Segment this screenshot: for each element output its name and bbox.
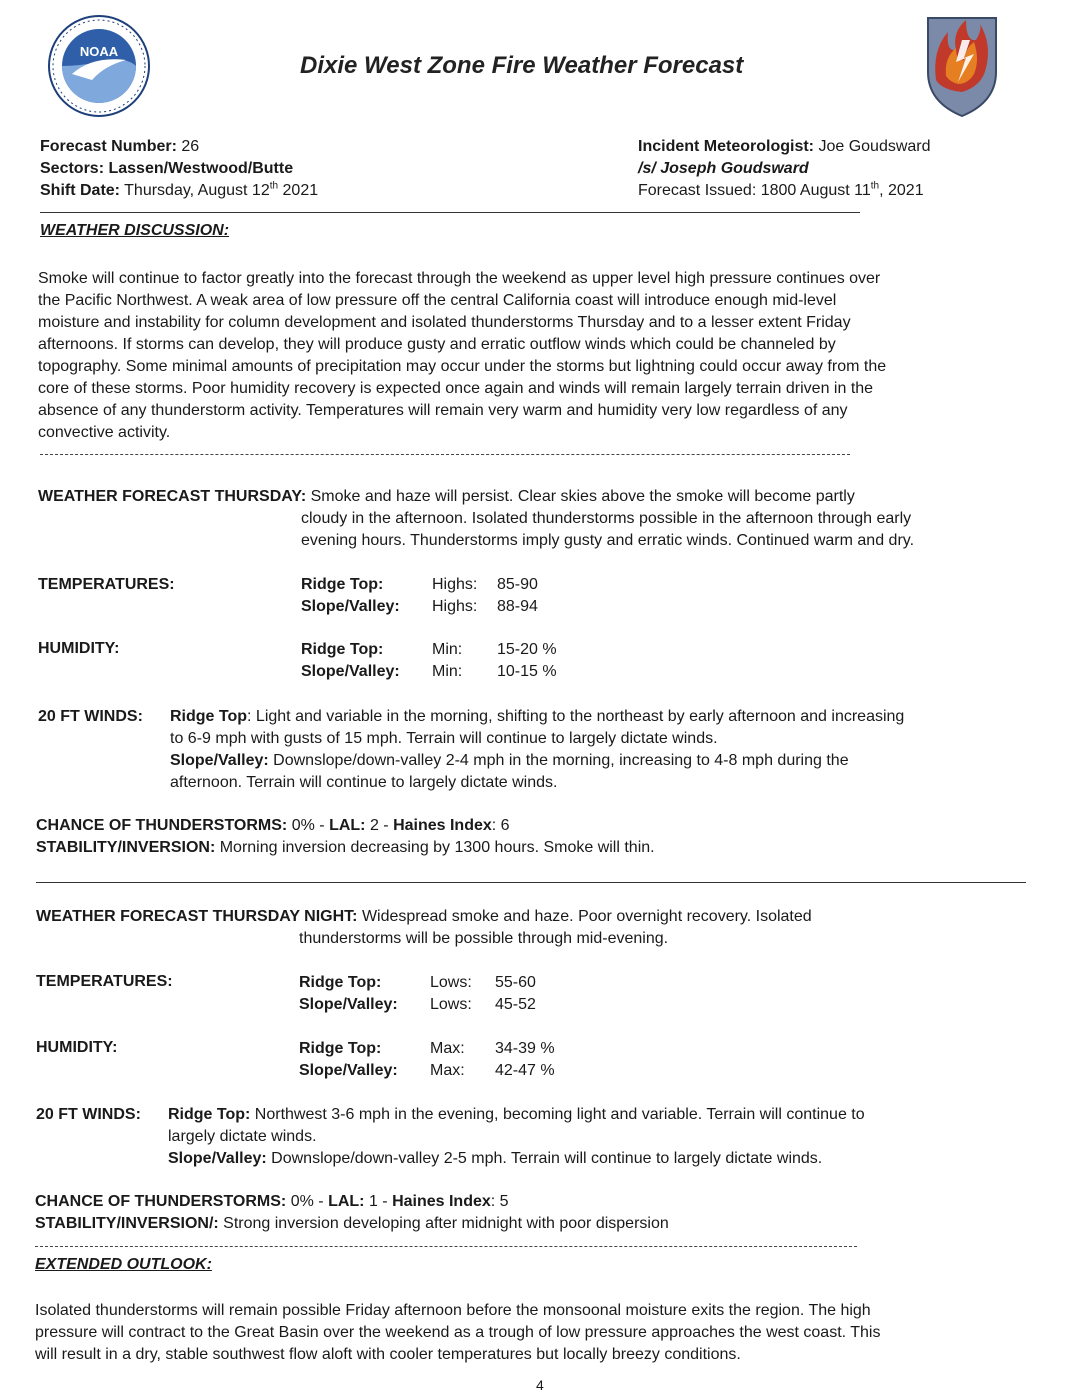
document-title: Dixie West Zone Fire Weather Forecast [300, 52, 744, 79]
thursday-temps-label: TEMPERATURES: [38, 576, 175, 593]
discussion-body [38, 268, 1038, 444]
humidity-value: 15-20 % [497, 641, 557, 658]
temp-kind: Highs: [432, 576, 478, 593]
humidity-zone: Slope/Valley: [299, 1062, 398, 1079]
svg-text:NOAA: NOAA [79, 44, 119, 59]
incident-meteorologist: Incident Meteorologist: Joe Goudsward [638, 138, 931, 155]
thursday-night-stability: STABILITY/INVERSION/: Strong inversion developing after midnight with poor dispersion [35, 1215, 669, 1232]
humidity-zone: Slope/Valley: [301, 663, 400, 680]
flame-shield-logo [922, 10, 1002, 120]
header-right [638, 136, 931, 202]
humidity-kind: Max: [430, 1040, 465, 1057]
noaa-logo [42, 14, 156, 118]
humidity-zone: Ridge Top: [299, 1040, 382, 1057]
forecast-issued: Forecast Issued: 1800 August 11th, 2021 [638, 180, 924, 199]
header-divider [40, 212, 860, 213]
temp-value: 85-90 [497, 576, 538, 593]
thursday-night-summary-line: thunderstorms will be possible through mid-evening. [299, 930, 669, 947]
section-divider [40, 454, 850, 455]
thursday-heading: WEATHER FORECAST THURSDAY: Smoke and haze will persist. Clear skies above the smoke will become partly [38, 488, 855, 505]
humidity-kind: Max: [430, 1062, 465, 1079]
winds-ridge-cont: largely dictate winds. [168, 1128, 317, 1145]
page-number: 4 [536, 1377, 544, 1393]
winds-slope-cont: afternoon. Terrain will continue to largely dictate winds. [170, 774, 558, 791]
discussion-line: moisture and instability for column development and isolated thunderstorms Thursday and to a lesser extent Friday [38, 314, 851, 331]
temp-zone: Slope/Valley: [299, 996, 398, 1013]
outlook-body [35, 1300, 1035, 1366]
humidity-kind: Min: [432, 641, 463, 658]
section-divider [35, 1246, 857, 1247]
thursday-night-chance: CHANCE OF THUNDERSTORMS: 0% - LAL: 1 - Haines Index: 5 [35, 1193, 509, 1210]
humidity-zone: Ridge Top: [301, 641, 384, 658]
thursday-night-temps-label: TEMPERATURES: [36, 973, 173, 990]
temp-zone: Ridge Top: [301, 576, 384, 593]
header-left [40, 136, 318, 202]
thursday-winds-label: 20 FT WINDS: [38, 708, 143, 725]
humidity-kind: Min: [432, 663, 463, 680]
thursday-night-humidity-label: HUMIDITY: [36, 1039, 118, 1056]
outlook-line: Isolated thunderstorms will remain possible Friday afternoon before the monsoonal moisture exits the region. The high [35, 1302, 871, 1319]
forecast-number: Forecast Number: 26 [40, 138, 200, 155]
outlook-title: EXTENDED OUTLOOK: [35, 1256, 212, 1273]
winds-slope: Slope/Valley: Downslope/down-valley 2-4 mph in the morning, increasing to 4-8 mph during the [170, 752, 849, 769]
temp-value: 88-94 [497, 598, 538, 615]
thursday-night-heading: WEATHER FORECAST THURSDAY NIGHT: Widespread smoke and haze. Poor overnight recovery. Isolated [36, 908, 812, 925]
discussion-line: Smoke will continue to factor greatly into the forecast through the weekend as upper level high pressure continues over [38, 270, 881, 287]
winds-ridge: Ridge Top: Northwest 3-6 mph in the evening, becoming light and variable. Terrain will continue to [168, 1106, 865, 1123]
outlook-line: will result in a dry, stable southwest flow aloft with cooler temperatures but locally breezy conditions. [35, 1346, 741, 1363]
temp-value: 45-52 [495, 996, 536, 1013]
discussion-line: convective activity. [38, 424, 171, 441]
winds-ridge: Ridge Top: Light and variable in the morning, shifting to the northeast by early afternoon and increasing [170, 708, 905, 725]
temp-kind: Lows: [430, 974, 472, 991]
thursday-summary-line: cloudy in the afternoon. Isolated thunderstorms possible in the afternoon through early [301, 510, 912, 527]
thursday-chance: CHANCE OF THUNDERSTORMS: 0% - LAL: 2 - Haines Index: 6 [36, 817, 510, 834]
temp-kind: Lows: [430, 996, 472, 1013]
humidity-value: 10-15 % [497, 663, 557, 680]
temp-zone: Slope/Valley: [301, 598, 400, 615]
humidity-value: 34-39 % [495, 1040, 555, 1057]
thursday-summary-line: evening hours. Thunderstorms imply gusty and erratic winds. Continued warm and dry. [301, 532, 915, 549]
humidity-value: 42-47 % [495, 1062, 555, 1079]
temp-value: 55-60 [495, 974, 536, 991]
thursday-humidity-label: HUMIDITY: [38, 640, 120, 657]
discussion-line: absence of any thunderstorm activity. Temperatures will remain very warm and humidity very low regardless of any [38, 402, 848, 419]
section-divider [36, 882, 1026, 883]
discussion-line: topography. Some minimal amounts of precipitation may occur under the storms but lightning could occur away from the [38, 358, 887, 375]
thursday-night-winds-label: 20 FT WINDS: [36, 1106, 141, 1123]
discussion-line: afternoons. If storms can develop, they will produce gusty and erratic outflow winds which could be channeled by [38, 336, 836, 353]
thursday-stability: STABILITY/INVERSION: Morning inversion decreasing by 1300 hours. Smoke will thin. [36, 839, 655, 856]
signature: /s/ Joseph Goudsward [638, 160, 809, 177]
temp-zone: Ridge Top: [299, 974, 382, 991]
discussion-line: core of these storms. Poor humidity recovery is expected once again and winds will remain largely terrain driven in the [38, 380, 874, 397]
winds-ridge-cont: to 6-9 mph with gusts of 15 mph. Terrain will continue to largely dictate winds. [170, 730, 718, 747]
discussion-line: the Pacific Northwest. A weak area of low pressure off the central California coast will introduce enough mid-level [38, 292, 837, 309]
winds-slope: Slope/Valley: Downslope/down-valley 2-5 mph. Terrain will continue to largely dictate winds. [168, 1150, 823, 1167]
discussion-title: WEATHER DISCUSSION: [40, 222, 230, 239]
temp-kind: Highs: [432, 598, 478, 615]
shift-date: Shift Date: Thursday, August 12th 2021 [40, 180, 319, 199]
outlook-line: pressure will contract to the Great Basin over the weekend as a trough of low pressure approaches the west coast. This [35, 1324, 881, 1341]
sectors: Sectors: Lassen/Westwood/Butte [40, 160, 294, 177]
